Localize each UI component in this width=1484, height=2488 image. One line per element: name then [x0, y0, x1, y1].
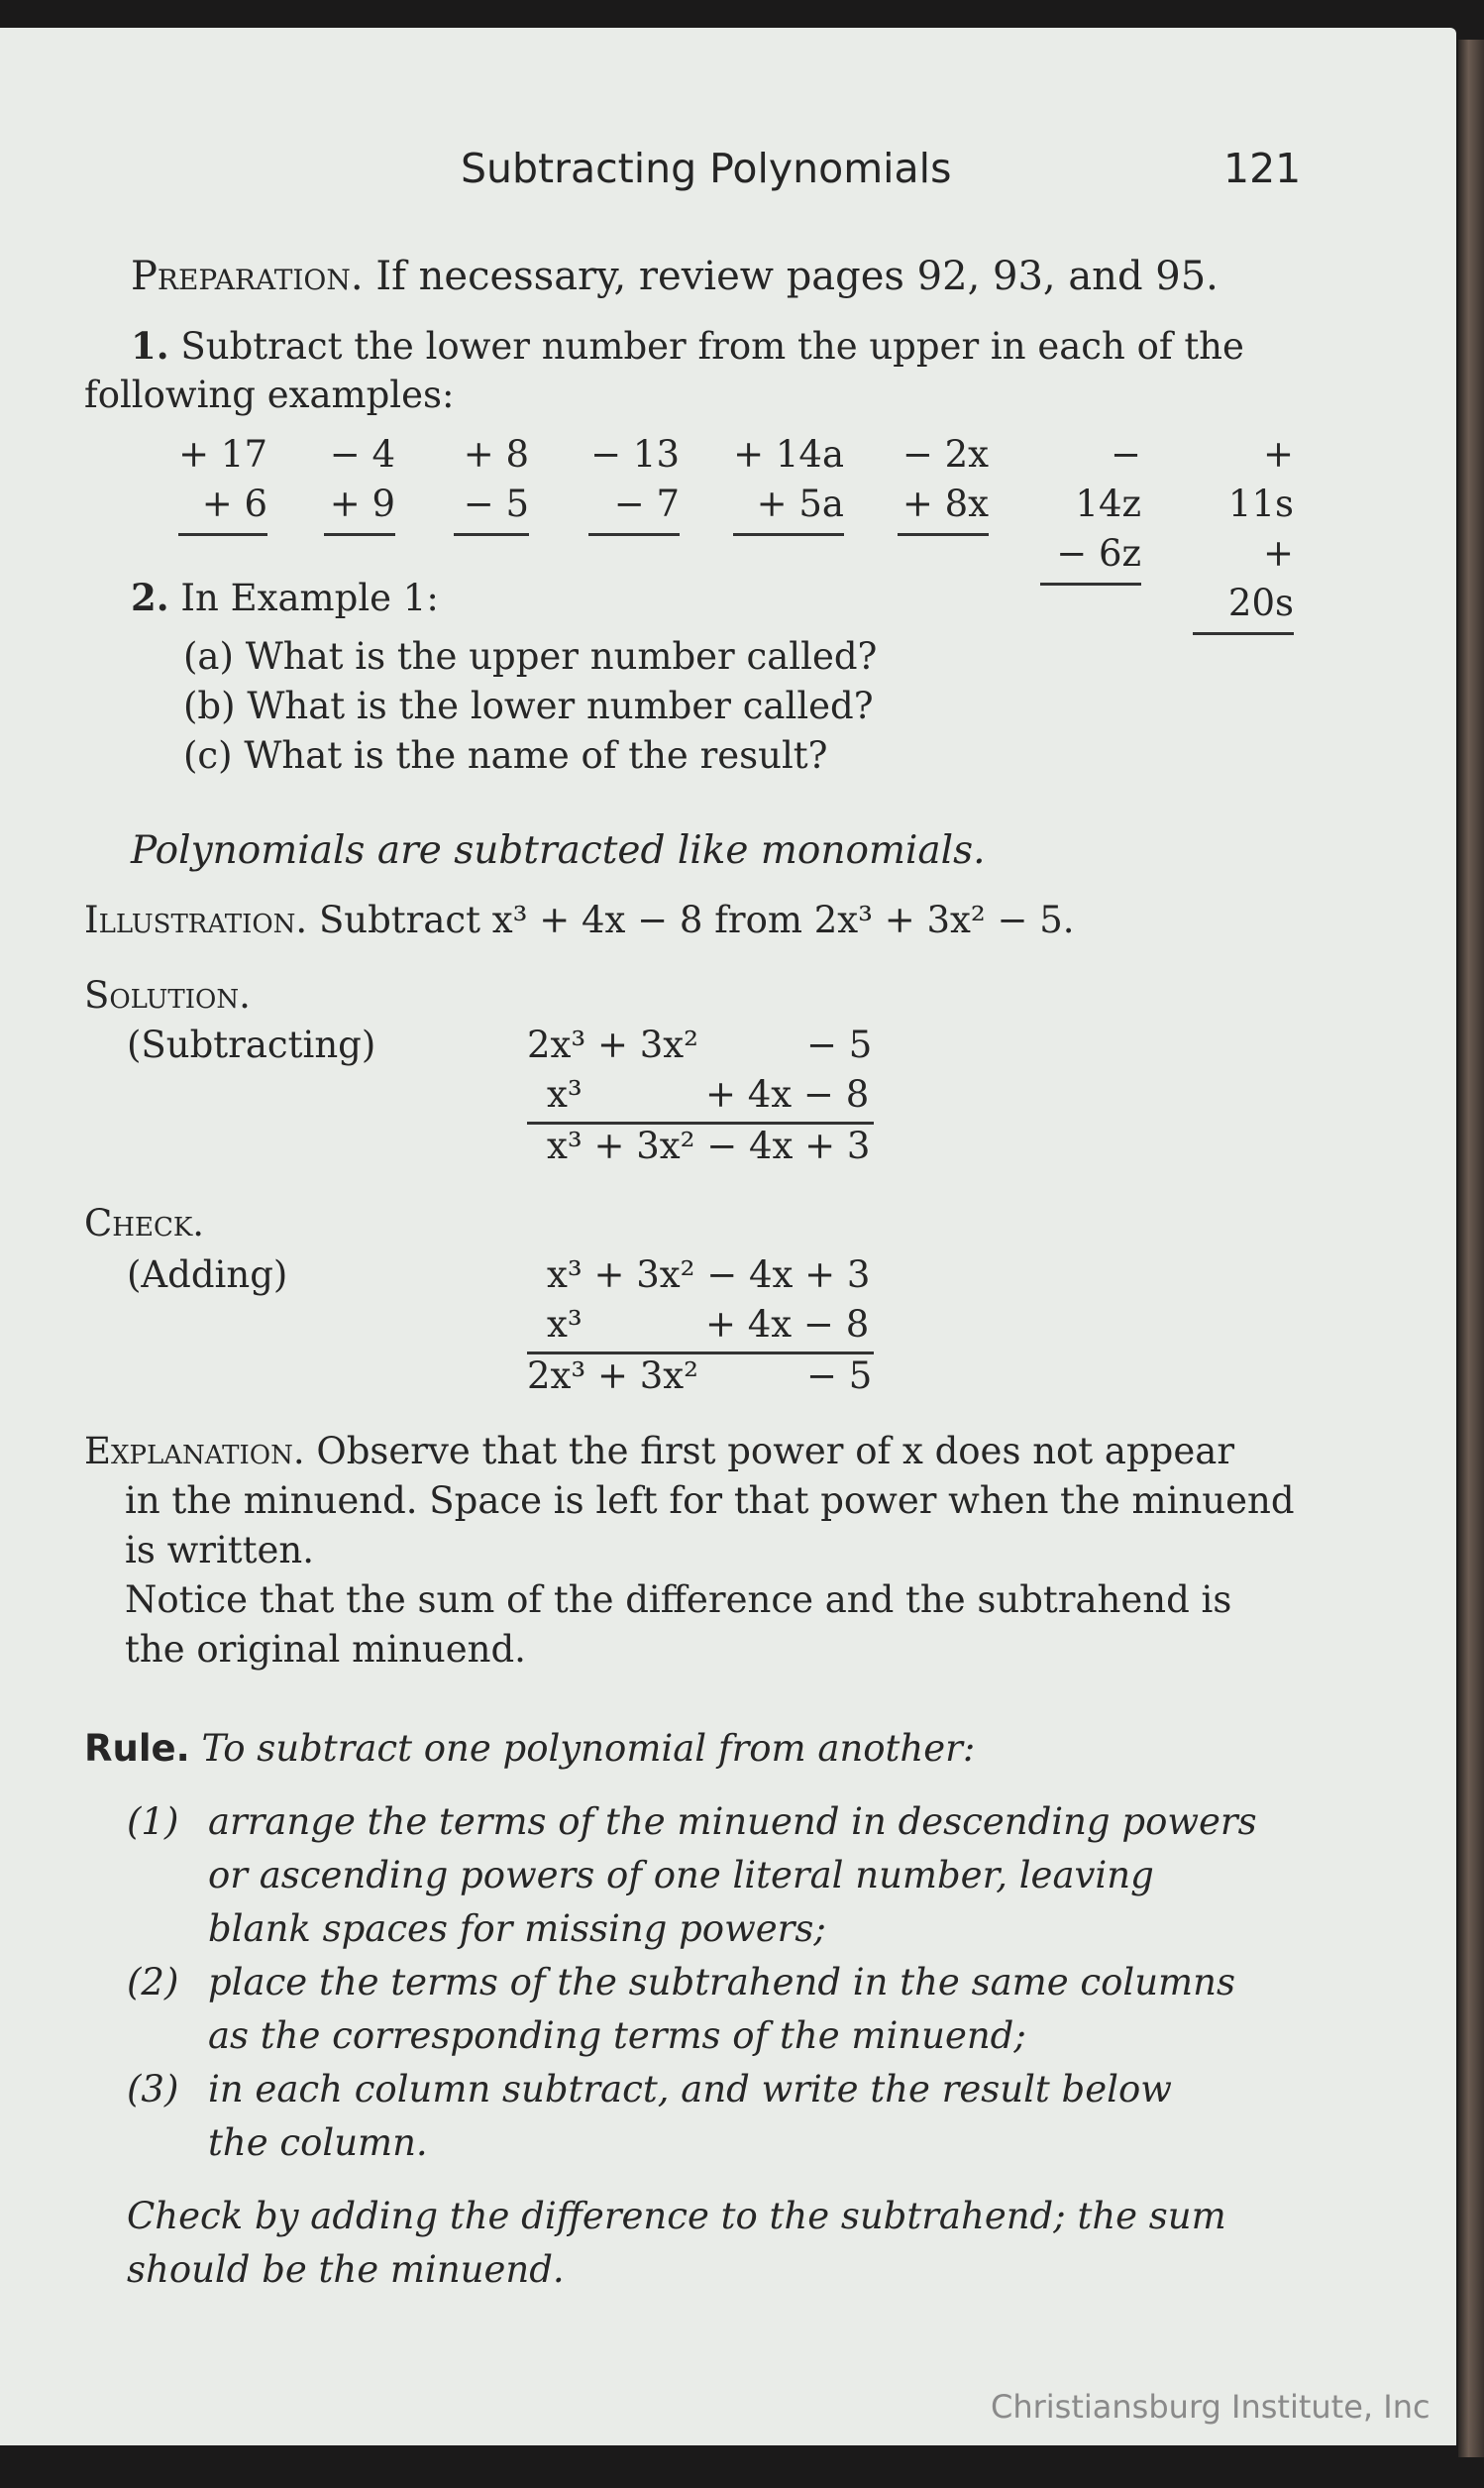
solution-subtrahend: x³ + 4x − 8 — [547, 1073, 870, 1116]
example-pair: + 11s + 20s — [1193, 430, 1294, 635]
rule-intro: To subtract one polynomial from another: — [201, 1727, 976, 1770]
check-difference: x³ + 3x² − 4x + 3 — [547, 1253, 871, 1296]
explanation-line2: in the minuend. Space is left for that power when the minuend — [125, 1479, 1295, 1522]
exercise-2-number: 2. — [131, 576, 169, 619]
rule-step-line: or ascending powers of one literal number, leaving — [208, 1854, 1154, 1896]
check-note-line2: should be the minuend. — [127, 2248, 565, 2291]
rule-step-line: place the terms of the subtrahend in the same columns — [208, 1961, 1235, 2003]
rule-step-line: in each column subtract, and write the result below — [208, 2068, 1172, 2110]
solution-method: (Subtracting) — [127, 1024, 376, 1066]
rule-step-line: arrange the terms of the minuend in descending powers — [208, 1800, 1257, 1843]
question-item: (b) What is the lower number called? — [183, 685, 874, 727]
explanation-line5: the original minuend. — [125, 1628, 526, 1671]
illustration-text: Subtract x³ + 4x − 8 from 2x³ + 3x² − 5. — [318, 899, 1075, 941]
principle-statement: Polynomials are subtracted like monomials. — [131, 828, 986, 873]
exercise-2-text: In Example 1: — [180, 577, 439, 619]
exercise-1-text-a: Subtract the lower number from the upper in each of the — [180, 325, 1244, 368]
preparation-line — [131, 252, 1219, 301]
check-label: Check. — [84, 1202, 205, 1244]
book-edge — [1458, 40, 1484, 2457]
illustration-line — [84, 896, 1075, 945]
rule-step-number: (1) — [127, 1800, 179, 1843]
exercise-1-line1 — [131, 321, 1244, 372]
example-pair: + 8 − 5 — [454, 430, 529, 536]
preparation-text: If necessary, review pages 92, 93, and 95. — [375, 254, 1219, 299]
exercise-1-line2: following examples: — [84, 374, 455, 416]
example-pair: − 4 + 9 — [324, 430, 395, 536]
explanation-line3: is written. — [125, 1529, 314, 1571]
preparation-label: Preparation. — [131, 254, 364, 299]
solution-minuend: 2x³ + 3x² − 5 — [527, 1024, 873, 1066]
rule-step-line: the column. — [208, 2121, 428, 2164]
book-page — [0, 28, 1456, 2445]
solution-difference: x³ + 3x² − 4x + 3 — [547, 1125, 871, 1167]
check-sum: 2x³ + 3x² − 5 — [527, 1354, 873, 1397]
check-subtrahend: x³ + 4x − 8 — [547, 1303, 870, 1346]
example-pair: + 17 + 6 — [178, 430, 267, 536]
rule-step-number: (2) — [127, 1961, 179, 2003]
explanation-label: Explanation. — [84, 1430, 305, 1472]
page-heading: Subtracting Polynomials — [461, 145, 952, 192]
question-item: (c) What is the name of the result? — [183, 734, 828, 777]
check-note-line1: Check by adding the difference to the subtrahend; the sum — [127, 2195, 1226, 2237]
example-pair: − 13 − 7 — [588, 430, 680, 536]
rule-heading — [84, 1724, 975, 1774]
question-item: (a) What is the upper number called? — [183, 635, 878, 678]
exercise-2-line — [131, 573, 439, 623]
illustration-label: Illustration. — [84, 899, 308, 941]
page-number: 121 — [1223, 145, 1302, 192]
example-pair: − 14z − 6z — [1040, 430, 1141, 586]
rule-label: Rule. — [84, 1727, 190, 1770]
example-pair: + 14a + 5a — [733, 430, 844, 536]
rule-step-line: as the corresponding terms of the minuend; — [208, 2014, 1026, 2057]
rule-step-number: (3) — [127, 2068, 179, 2110]
rule-step-line: blank spaces for missing powers; — [208, 1907, 826, 1950]
explanation-line1: Explanation. Observe that the first power of x does not appear — [84, 1430, 1235, 1472]
explanation-line4: Notice that the sum of the difference and the subtrahend is — [125, 1578, 1232, 1621]
solution-label: Solution. — [84, 974, 251, 1017]
exercise-1-number: 1. — [131, 324, 169, 368]
example-pair: − 2x + 8x — [898, 430, 989, 536]
check-method: (Adding) — [127, 1253, 288, 1296]
watermark: Christiansburg Institute, Inc — [991, 2388, 1431, 2426]
